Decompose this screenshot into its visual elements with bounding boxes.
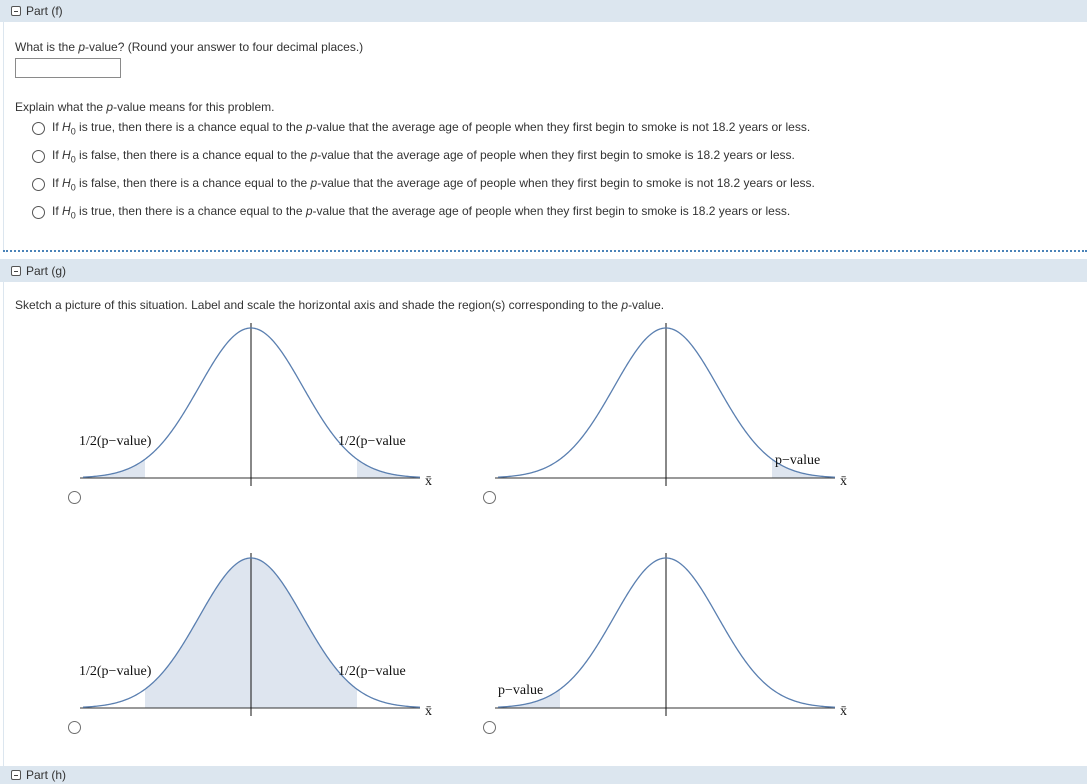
graph-option-3-radio[interactable] <box>68 721 81 734</box>
x-bar-label: x̄ <box>425 474 432 489</box>
left-tail-label: p−value <box>498 683 544 698</box>
graph-center <box>75 545 445 725</box>
explain-option-3[interactable] <box>32 176 815 192</box>
x-bar-label: x̄ <box>840 704 847 719</box>
explain-question: Explain what the p-value means for this problem. <box>15 100 275 114</box>
graph-right-tail <box>490 315 860 495</box>
part-f-header <box>0 0 1087 22</box>
part-h-header <box>0 766 1087 784</box>
left-tail-label: 1/2(p−value) <box>79 434 152 449</box>
right-tail-label: p−value <box>775 453 821 468</box>
part-g-header <box>0 259 1087 282</box>
pvalue-question: What is the p-value? (Round your answer to four decimal places.) <box>15 40 364 54</box>
section-divider <box>3 250 1087 252</box>
graph-two-tails <box>75 315 445 495</box>
pvalue-answer-input[interactable] <box>15 58 121 78</box>
x-bar-label: x̄ <box>840 474 847 489</box>
collapse-minus-icon[interactable] <box>11 770 21 780</box>
explain-option-1[interactable] <box>32 120 810 136</box>
left-tail-label: 1/2(p−value) <box>79 664 152 679</box>
part-f-title: Part (f) <box>26 4 63 18</box>
collapse-minus-icon[interactable] <box>11 6 21 16</box>
radio-button[interactable] <box>32 150 45 163</box>
shade-right-tail <box>357 459 420 478</box>
graph-option-1-radio[interactable] <box>68 491 81 504</box>
graph-option-2-radio[interactable] <box>483 491 496 504</box>
left-border <box>3 22 4 250</box>
option-text: If $H_0$ is false, then there is a chance equal to the p-value that the average age of people when they first begin to smoke is 18.2 years or less. <box>52 148 795 165</box>
radio-button[interactable] <box>32 178 45 191</box>
shade-left-tail <box>83 459 145 478</box>
right-tail-label: 1/2(p−value <box>338 434 406 449</box>
graph-left-tail <box>490 545 860 725</box>
radio-button[interactable] <box>32 122 45 135</box>
right-tail-label: 1/2(p−value <box>338 664 406 679</box>
part-h-title: Part (h) <box>26 768 67 782</box>
radio-button[interactable] <box>32 206 45 219</box>
graph-option-4-radio[interactable] <box>483 721 496 734</box>
collapse-minus-icon[interactable] <box>11 266 21 276</box>
sketch-instruction: Sketch a picture of this situation. Label and scale the horizontal axis and shade the region(s) corresponding to the p-value. <box>15 298 665 312</box>
part-g-title: Part (g) <box>26 263 67 278</box>
option-text: If $H_0$ is true, then there is a chance equal to the p-value that the average age of people when they first begin to smoke is 18.2 years or less. <box>52 204 791 221</box>
option-text: If $H_0$ is false, then there is a chance equal to the p-value that the average age of people when they first begin to smoke is not 18.2 years or less. <box>52 176 815 193</box>
explain-option-2[interactable] <box>32 148 795 164</box>
option-text: If $H_0$ is true, then there is a chance equal to the p-value that the average age of people when they first begin to smoke is not 18.2 years or less. <box>52 120 811 137</box>
left-border <box>3 282 4 766</box>
explain-option-4[interactable] <box>32 204 790 220</box>
x-bar-label: x̄ <box>425 704 432 719</box>
